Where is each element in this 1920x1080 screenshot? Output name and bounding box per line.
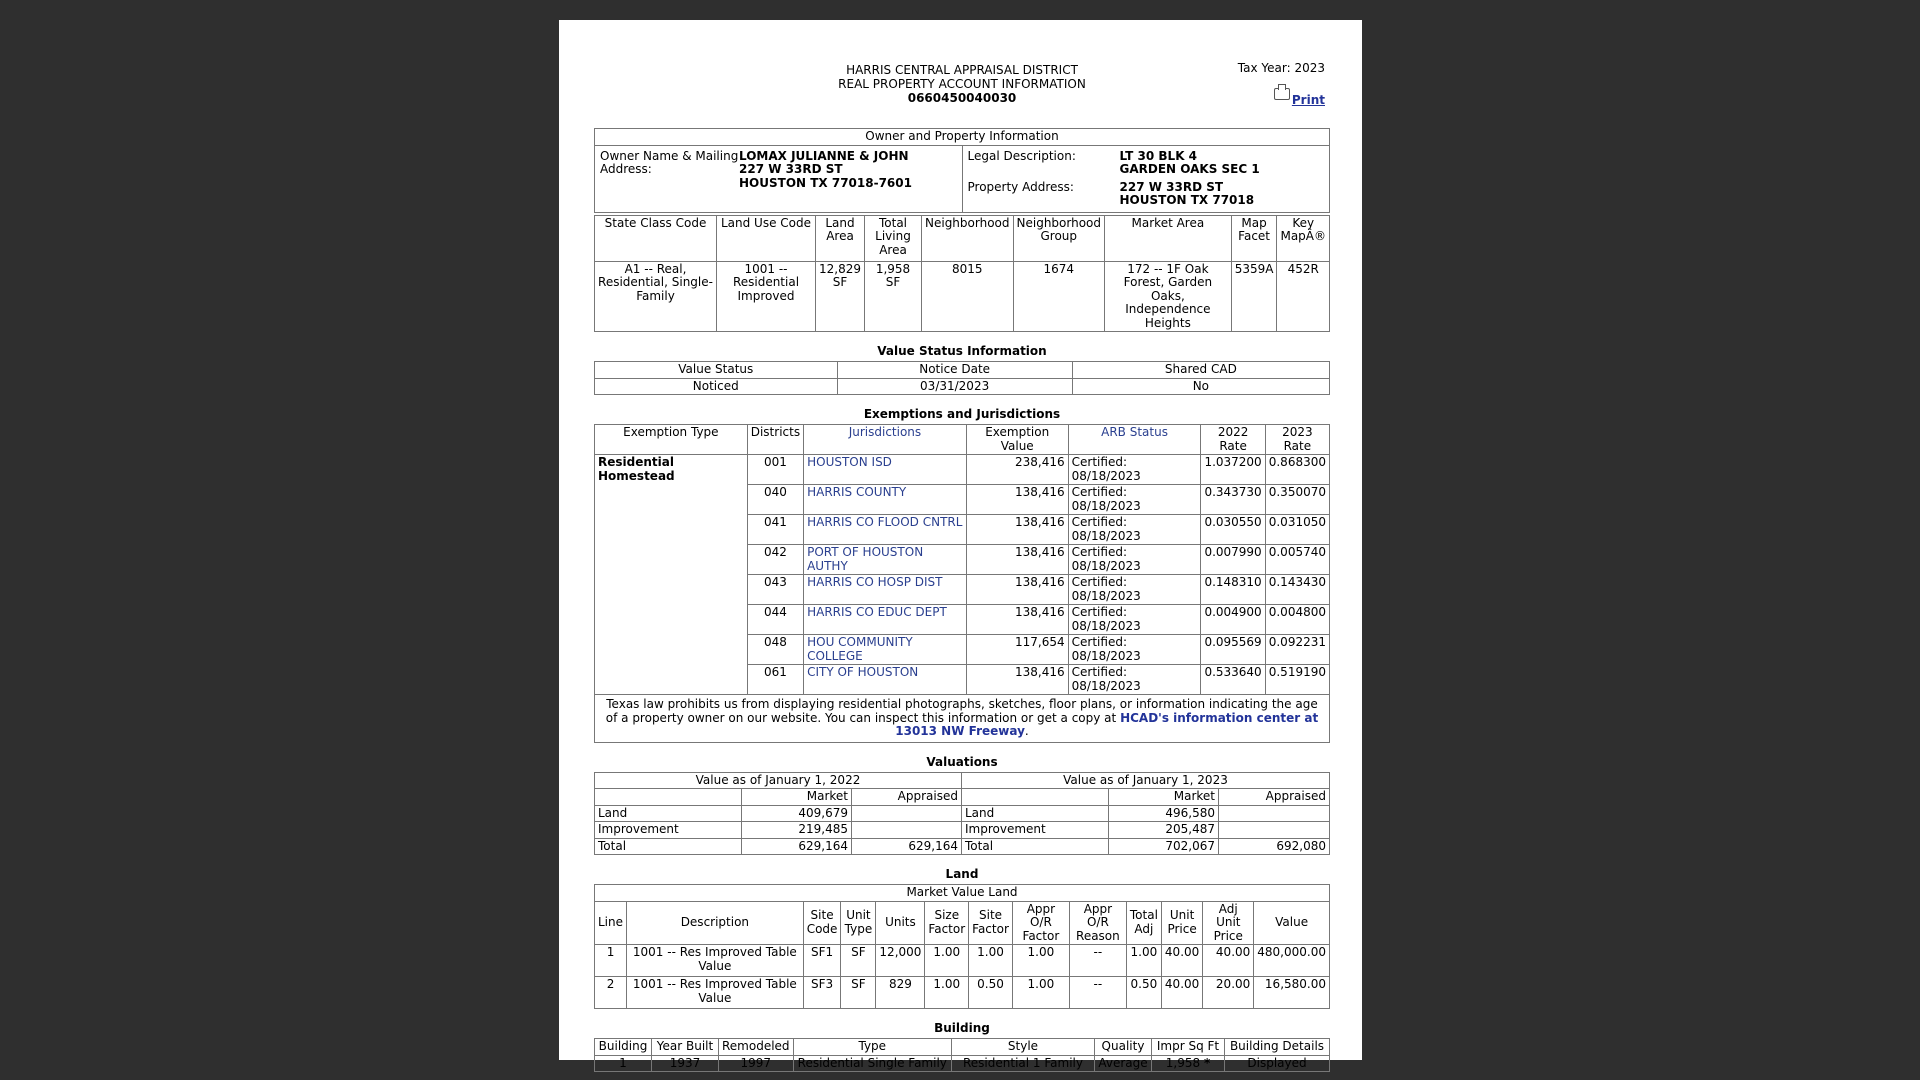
land-site-factor: 0.50 bbox=[969, 977, 1013, 1009]
rate-2022: 0.007990 bbox=[1201, 545, 1265, 575]
property-address-1: 227 W 33RD ST bbox=[1119, 179, 1224, 194]
land-subtitle: Market Value Land bbox=[595, 885, 1330, 902]
land-size-factor: 1.00 bbox=[925, 945, 969, 977]
account-number: 0660450040030 bbox=[907, 91, 1017, 105]
appraised-2023: 692,080 bbox=[1219, 838, 1330, 855]
hdr-neighborhood-group: Neighborhood Group bbox=[1013, 215, 1105, 261]
land-units: 829 bbox=[876, 977, 925, 1009]
hdr-neighborhood: Neighborhood bbox=[922, 215, 1014, 261]
neighborhood-value: 8015 bbox=[922, 261, 1014, 332]
exemption-type-value: Residential Homestead bbox=[595, 455, 748, 695]
land-adj-unit-price: 20.00 bbox=[1203, 977, 1254, 1009]
rate-2023: 0.350070 bbox=[1265, 485, 1329, 515]
exemptions-title: Exemptions and Jurisdictions bbox=[863, 407, 1061, 421]
market-2022: 219,485 bbox=[742, 822, 852, 839]
rate-2023: 0.868300 bbox=[1265, 455, 1329, 485]
hdr-land-area: Land Area bbox=[816, 215, 865, 261]
valuation-label-2023: Total bbox=[962, 838, 1109, 855]
land-appr-reason: -- bbox=[1069, 977, 1126, 1009]
legal-label: Legal Description: bbox=[967, 148, 1076, 163]
land-total-adj: 0.50 bbox=[1126, 977, 1161, 1009]
living-area-value: 1,958 SF bbox=[865, 261, 922, 332]
appraised-2022 bbox=[852, 822, 962, 839]
document-content bbox=[594, 20, 1330, 1072]
land-appr-factor: 1.00 bbox=[1012, 945, 1069, 977]
rate-2023: 0.092231 bbox=[1265, 635, 1329, 665]
notice-date-value: 03/31/2023 bbox=[837, 378, 1072, 395]
owner-address-2: HOUSTON TX 77018-7601 bbox=[739, 175, 912, 190]
owner-box bbox=[595, 146, 963, 213]
print-label: Print bbox=[1291, 93, 1325, 107]
value-status-table bbox=[594, 361, 1330, 395]
building-table bbox=[594, 1038, 1330, 1072]
land-unit-type: SF bbox=[841, 945, 876, 977]
district-code: 040 bbox=[747, 485, 803, 515]
exemption-value: 138,416 bbox=[966, 545, 1068, 575]
map-facet-value: 5359A bbox=[1231, 261, 1277, 332]
hdr-size-factor: Size Factor bbox=[925, 901, 969, 945]
owner-address-1: 227 W 33RD ST bbox=[739, 162, 843, 176]
land-adj-unit-price: 40.00 bbox=[1203, 945, 1254, 977]
hdr-unit-price: Unit Price bbox=[1161, 901, 1202, 945]
hdr-appraised-2022: Appraised bbox=[852, 789, 962, 806]
hdr-2023-rate: 2023 Rate bbox=[1265, 425, 1329, 455]
land-use-value: 1001 -- Residential Improved bbox=[717, 261, 816, 332]
hdr-market-area: Market Area bbox=[1105, 215, 1232, 261]
jurisdiction-link[interactable]: HARRIS CO HOSP DIST bbox=[804, 575, 967, 605]
table-row bbox=[595, 977, 1330, 1009]
land-site-factor: 1.00 bbox=[969, 945, 1013, 977]
land-line: 2 bbox=[595, 977, 627, 1009]
hdr-2022-rate: 2022 Rate bbox=[1201, 425, 1265, 455]
land-site-code: SF1 bbox=[803, 945, 841, 977]
rate-2023: 0.004800 bbox=[1265, 605, 1329, 635]
hdr-style: Style bbox=[952, 1039, 1095, 1056]
district-code: 043 bbox=[747, 575, 803, 605]
building-year-built: 1937 bbox=[652, 1055, 719, 1072]
exemption-value: 138,416 bbox=[966, 485, 1068, 515]
hdr-type: Type bbox=[793, 1039, 951, 1056]
property-details-table bbox=[594, 215, 1330, 333]
arb-status: Certified: 08/18/2023 bbox=[1068, 545, 1201, 575]
legal-line-1: LT 30 BLK 4 bbox=[1119, 148, 1198, 163]
land-unit-price: 40.00 bbox=[1161, 977, 1202, 1009]
privacy-notice-end: . bbox=[1024, 724, 1029, 738]
key-map-value: 452R bbox=[1277, 261, 1330, 332]
land-title: Land bbox=[945, 867, 979, 881]
jurisdiction-link[interactable]: HOU COMMUNITY COLLEGE bbox=[804, 635, 967, 665]
district-code: 044 bbox=[747, 605, 803, 635]
hdr-notice-date: Notice Date bbox=[837, 362, 1072, 379]
land-table bbox=[594, 884, 1330, 1009]
hdr-total-adj: Total Adj bbox=[1126, 901, 1161, 945]
hdr-line: Line bbox=[595, 901, 627, 945]
rate-2022: 0.533640 bbox=[1201, 665, 1265, 695]
owner-name: LOMAX JULIANNE & JOHN bbox=[739, 148, 909, 163]
valuation-label-2023: Improvement bbox=[962, 822, 1109, 839]
hdr-unit-type: Unit Type bbox=[841, 901, 876, 945]
hdr-appr-factor: Appr O/R Factor bbox=[1012, 901, 1069, 945]
legal-line-2: GARDEN OAKS SEC 1 bbox=[1119, 162, 1260, 176]
info-center-link[interactable]: HCAD's information center at 13013 NW Freeway bbox=[895, 710, 1319, 738]
hdr-living-area: Total Living Area bbox=[865, 215, 922, 261]
value-status-value: Noticed bbox=[595, 378, 838, 395]
hdr-remodeled: Remodeled bbox=[719, 1039, 794, 1056]
district-code: 041 bbox=[747, 515, 803, 545]
hdr-site-factor: Site Factor bbox=[969, 901, 1013, 945]
owner-label: Owner Name & Mailing Address: bbox=[600, 148, 739, 176]
table-row bbox=[595, 838, 1330, 855]
hdr-units: Units bbox=[876, 901, 925, 945]
district-code: 061 bbox=[747, 665, 803, 695]
building-type: Residential Single Family bbox=[793, 1055, 951, 1072]
hdr-exemption-type: Exemption Type bbox=[595, 425, 748, 455]
appraised-2023 bbox=[1219, 805, 1330, 822]
hdr-quality: Quality bbox=[1095, 1039, 1152, 1056]
hdr-market-2022: Market bbox=[742, 789, 852, 806]
hdr-value-2022: Value as of January 1, 2022 bbox=[595, 772, 962, 789]
value-status-title: Value Status Information bbox=[877, 344, 1047, 358]
rate-2022: 0.343730 bbox=[1201, 485, 1265, 515]
district-code: 048 bbox=[747, 635, 803, 665]
land-appr-factor: 1.00 bbox=[1012, 977, 1069, 1009]
arb-status: Certified: 08/18/2023 bbox=[1068, 605, 1201, 635]
market-2022: 629,164 bbox=[742, 838, 852, 855]
hdr-state-class: State Class Code bbox=[595, 215, 717, 261]
district-code: 042 bbox=[747, 545, 803, 575]
hdr-appraised-2023: Appraised bbox=[1219, 789, 1330, 806]
property-address-2: HOUSTON TX 77018 bbox=[1119, 193, 1255, 207]
legal-box bbox=[962, 146, 1330, 213]
hdr-market-2023: Market bbox=[1109, 789, 1219, 806]
print-link[interactable] bbox=[1274, 88, 1325, 107]
table-row bbox=[595, 822, 1330, 839]
hdr-value-2023: Value as of January 1, 2023 bbox=[962, 772, 1330, 789]
market-area-value: 172 -- 1F Oak Forest, Garden Oaks, Independence Heights bbox=[1105, 261, 1232, 332]
rate-2022: 0.004900 bbox=[1201, 605, 1265, 635]
property-address-label: Property Address: bbox=[967, 179, 1074, 194]
hdr-impr-sq-ft: Impr Sq Ft bbox=[1152, 1039, 1225, 1056]
exemption-value: 138,416 bbox=[966, 605, 1068, 635]
valuation-label-2022: Land bbox=[595, 805, 742, 822]
jurisdiction-link[interactable]: HARRIS CO EDUC DEPT bbox=[804, 605, 967, 635]
land-value: 480,000.00 bbox=[1254, 945, 1330, 977]
rate-2023: 0.143430 bbox=[1265, 575, 1329, 605]
exemption-value: 138,416 bbox=[966, 575, 1068, 605]
land-units: 12,000 bbox=[876, 945, 925, 977]
exemption-value: 138,416 bbox=[966, 665, 1068, 695]
rate-2023: 0.005740 bbox=[1265, 545, 1329, 575]
hdr-shared-cad: Shared CAD bbox=[1072, 362, 1329, 379]
building-sq-ft: 1,958 bbox=[1165, 1055, 1201, 1070]
market-2023: 205,487 bbox=[1109, 822, 1219, 839]
hdr-key-map: Key MapÂ® bbox=[1277, 215, 1330, 261]
arb-status: Certified: 08/18/2023 bbox=[1068, 455, 1201, 485]
page-header bbox=[594, 20, 1330, 128]
jurisdiction-link[interactable]: CITY OF HOUSTON bbox=[804, 665, 967, 695]
owner-legal-table bbox=[594, 146, 1330, 213]
rate-2022: 0.030550 bbox=[1201, 515, 1265, 545]
arb-status: Certified: 08/18/2023 bbox=[1068, 575, 1201, 605]
exemption-value: 117,654 bbox=[966, 635, 1068, 665]
appraised-2023 bbox=[1219, 822, 1330, 839]
document-page bbox=[559, 20, 1362, 1070]
neighborhood-group-value: 1674 bbox=[1013, 261, 1105, 332]
appraised-2022: 629,164 bbox=[852, 838, 962, 855]
district-name: HARRIS CENTRAL APPRAISAL DISTRICT bbox=[846, 63, 1078, 77]
arb-status: Certified: 08/18/2023 bbox=[1068, 515, 1201, 545]
land-size-factor: 1.00 bbox=[925, 977, 969, 1009]
building-sq-ft-cell bbox=[1152, 1055, 1225, 1072]
table-row bbox=[595, 805, 1330, 822]
tax-year: Tax Year: 2023 bbox=[1237, 61, 1325, 75]
valuation-label-2022: Total bbox=[595, 838, 742, 855]
hdr-year-built: Year Built bbox=[652, 1039, 719, 1056]
table-row bbox=[595, 1055, 1330, 1072]
hdr-jurisdictions[interactable]: Jurisdictions bbox=[804, 425, 967, 455]
land-description: 1001 -- Res Improved Table Value bbox=[627, 945, 804, 977]
land-unit-type: SF bbox=[841, 977, 876, 1009]
land-line: 1 bbox=[595, 945, 627, 977]
hdr-building-details: Building Details bbox=[1225, 1039, 1330, 1056]
valuation-label-2022: Improvement bbox=[595, 822, 742, 839]
header-title-block bbox=[594, 63, 1330, 105]
valuations-title: Valuations bbox=[926, 754, 998, 769]
market-2023: 702,067 bbox=[1109, 838, 1219, 855]
owner-property-table bbox=[594, 128, 1330, 146]
land-value: 16,580.00 bbox=[1254, 977, 1330, 1009]
building-number: 1 bbox=[595, 1055, 652, 1072]
hdr-map-facet: Map Facet bbox=[1231, 215, 1277, 261]
rate-2023: 0.031050 bbox=[1265, 515, 1329, 545]
hdr-value: Value bbox=[1254, 901, 1330, 945]
hdr-appr-reason: Appr O/R Reason bbox=[1069, 901, 1126, 945]
table-row bbox=[595, 455, 1330, 485]
land-site-code: SF3 bbox=[803, 977, 841, 1009]
land-description: 1001 -- Res Improved Table Value bbox=[627, 977, 804, 1009]
hdr-arb-status[interactable]: ARB Status bbox=[1068, 425, 1201, 455]
shared-cad-value: No bbox=[1072, 378, 1329, 395]
district-code: 001 bbox=[747, 455, 803, 485]
rate-2022: 0.148310 bbox=[1201, 575, 1265, 605]
valuations-table bbox=[594, 772, 1330, 856]
hdr-description: Description bbox=[627, 901, 804, 945]
land-unit-price: 40.00 bbox=[1161, 945, 1202, 977]
arb-status: Certified: 08/18/2023 bbox=[1068, 485, 1201, 515]
exemption-value: 238,416 bbox=[966, 455, 1068, 485]
hdr-land-use: Land Use Code bbox=[717, 215, 816, 261]
state-class-value: A1 -- Real, Residential, Single-Family bbox=[595, 261, 717, 332]
hdr-adj-unit-price: Adj Unit Price bbox=[1203, 901, 1254, 945]
jurisdiction-link[interactable]: HARRIS CO FLOOD CNTRL bbox=[804, 515, 967, 545]
hdr-site-code: Site Code bbox=[803, 901, 841, 945]
arb-status: Certified: 08/18/2023 bbox=[1068, 665, 1201, 695]
rate-2022: 0.095569 bbox=[1201, 635, 1265, 665]
jurisdiction-link[interactable]: HOUSTON ISD bbox=[804, 455, 967, 485]
rate-2023: 0.519190 bbox=[1265, 665, 1329, 695]
building-title: Building bbox=[934, 1021, 990, 1035]
owner-section-title: Owner and Property Information bbox=[595, 129, 1330, 146]
land-total-adj: 1.00 bbox=[1126, 945, 1161, 977]
market-2023: 496,580 bbox=[1109, 805, 1219, 822]
report-title: REAL PROPERTY ACCOUNT INFORMATION bbox=[838, 77, 1086, 91]
exemption-value: 138,416 bbox=[966, 515, 1068, 545]
appraised-2022 bbox=[852, 805, 962, 822]
privacy-notice bbox=[595, 695, 1330, 743]
building-style: Residential 1 Family bbox=[952, 1055, 1095, 1072]
building-quality: Average bbox=[1095, 1055, 1152, 1072]
rate-2022: 1.037200 bbox=[1201, 455, 1265, 485]
land-appr-reason: -- bbox=[1069, 945, 1126, 977]
jurisdiction-link[interactable]: PORT OF HOUSTON AUTHY bbox=[804, 545, 967, 575]
building-remodeled: 1997 bbox=[719, 1055, 794, 1072]
jurisdiction-link[interactable]: HARRIS COUNTY bbox=[804, 485, 967, 515]
valuation-label-2023: Land bbox=[962, 805, 1109, 822]
table-row bbox=[595, 945, 1330, 977]
hdr-building: Building bbox=[595, 1039, 652, 1056]
sq-ft-footnote-marker: * bbox=[1203, 1055, 1211, 1070]
privacy-notice-text: Texas law prohibits us from displaying residential photographs, sketches, floor plans, or information indicating the age of a property owner on our website. You can inspect this information or get a copy at bbox=[605, 697, 1318, 725]
hdr-districts: Districts bbox=[747, 425, 803, 455]
building-details-status: Displayed bbox=[1225, 1055, 1330, 1072]
market-2022: 409,679 bbox=[742, 805, 852, 822]
hdr-value-status: Value Status bbox=[595, 362, 838, 379]
hdr-exemption-value: Exemption Value bbox=[966, 425, 1068, 455]
land-area-value: 12,829 SF bbox=[816, 261, 865, 332]
printer-icon bbox=[1274, 88, 1290, 100]
arb-status: Certified: 08/18/2023 bbox=[1068, 635, 1201, 665]
exemptions-table bbox=[594, 424, 1330, 743]
